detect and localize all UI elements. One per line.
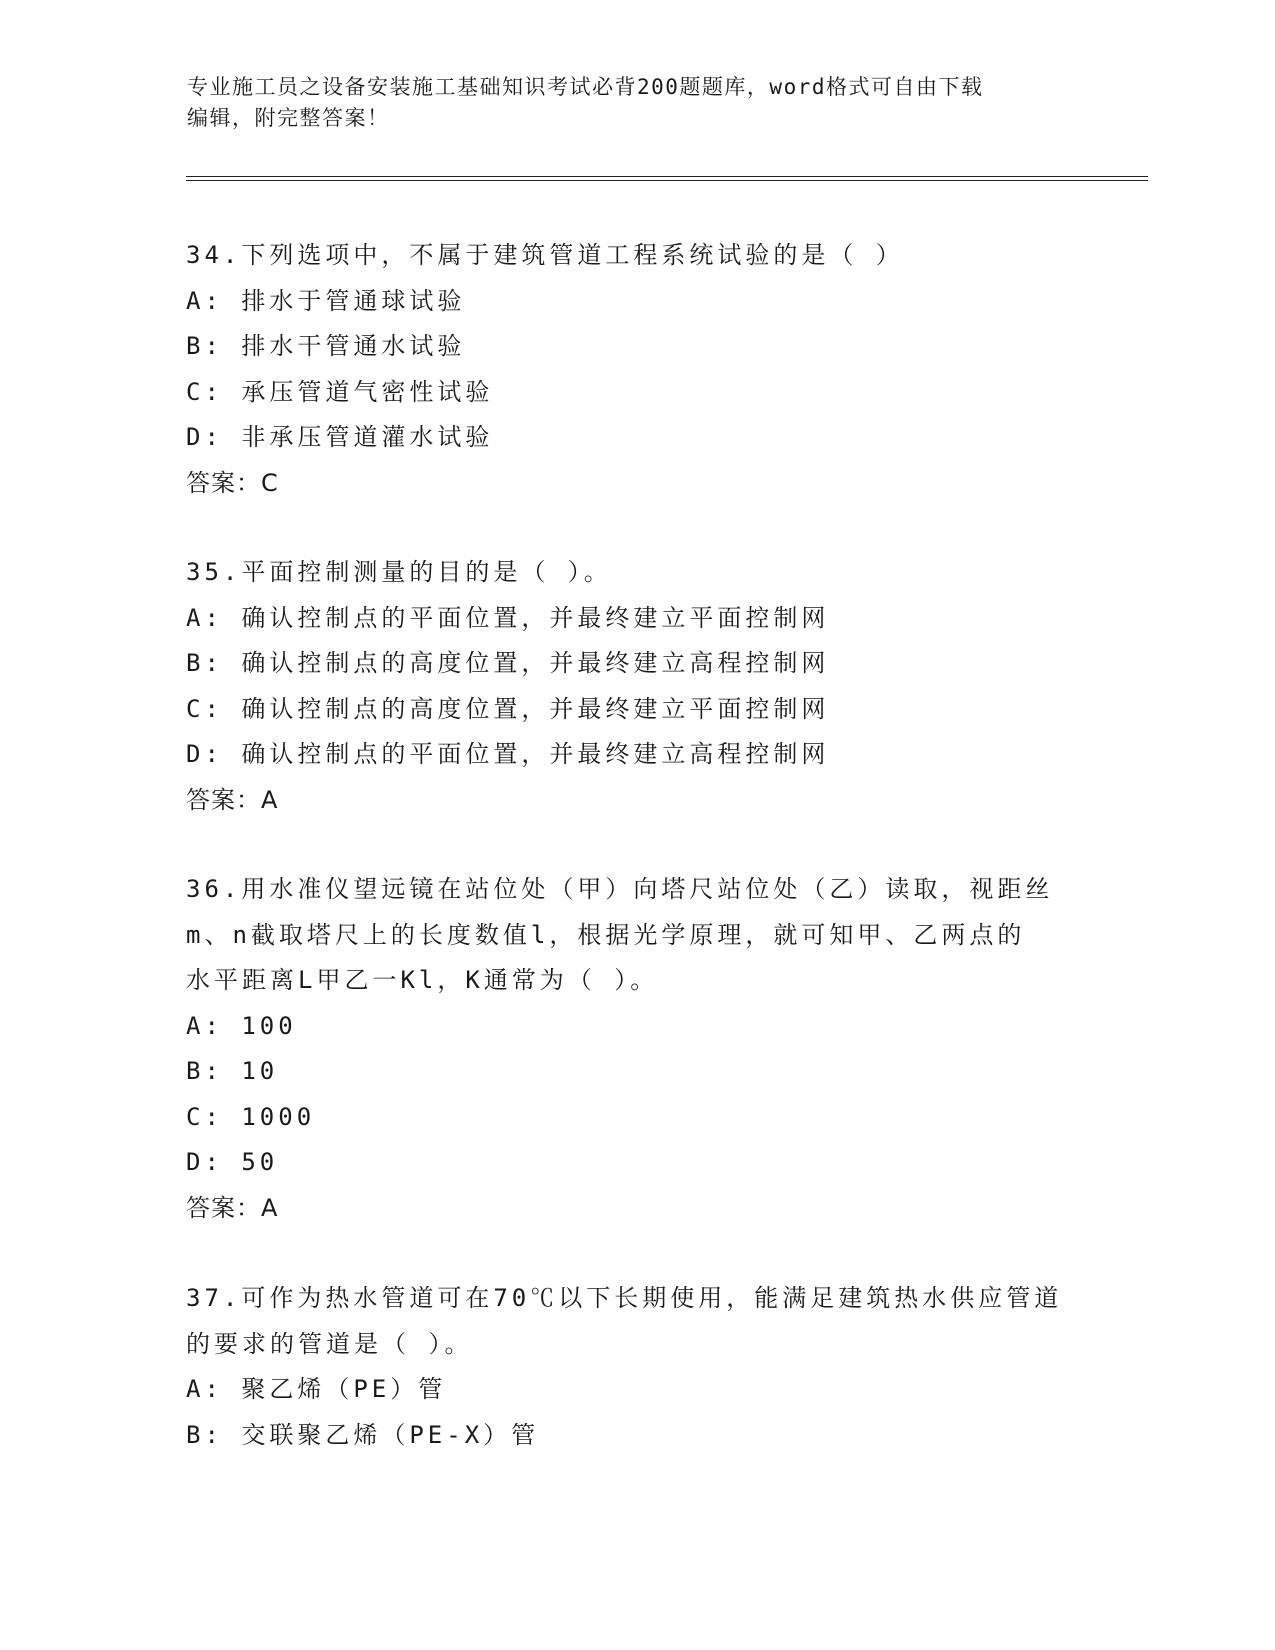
option-c: C: 确认控制点的高度位置，并最终建立平面控制网 xyxy=(186,694,830,723)
option-a: A: 排水于管通球试验 xyxy=(186,286,466,315)
option-c: C: 1000 xyxy=(186,1102,316,1131)
option-c: C: 承压管道气密性试验 xyxy=(186,377,494,406)
header-title-line-2: 编辑，附完整答案！ xyxy=(187,106,390,130)
question-35 xyxy=(186,550,1086,823)
question-stem: 34.下列选项中，不属于建筑管道工程系统试验的是（ ） xyxy=(186,241,904,269)
question-stem-line-1: 36.用水准仪望远镜在站位处（甲）向塔尺站位处（乙）读取，视距丝 xyxy=(186,875,1054,903)
question-stem: 35.平面控制测量的目的是（ ）。 xyxy=(186,558,612,586)
question-36 xyxy=(186,867,1086,1231)
answer-line: 答案：A xyxy=(186,1193,279,1222)
question-stem-line-1: 37.可作为热水管道可在70℃以下长期使用，能满足建筑热水供应管道 xyxy=(186,1284,1063,1312)
question-34 xyxy=(186,233,1086,506)
answer-line: 答案：C xyxy=(186,468,279,497)
option-d: D: 50 xyxy=(186,1148,279,1176)
answer-line: 答案：A xyxy=(186,785,279,814)
option-a: A: 聚乙烯（PE）管 xyxy=(186,1375,447,1403)
question-37 xyxy=(186,1276,1086,1458)
header-divider-bottom xyxy=(186,180,1148,181)
option-d: D: 确认控制点的平面位置，并最终建立高程控制网 xyxy=(186,740,830,768)
header-title-line-1: 专业施工员之设备安装施工基础知识考试必背200题题库，word格式可自由下载 xyxy=(187,75,984,99)
question-stem-line-2: m、n截取塔尺上的长度数值l，根据光学原理，就可知甲、乙两点的 xyxy=(186,920,1026,949)
question-stem-line-3: 水平距离L甲乙一Kl，K通常为（ ）。 xyxy=(186,966,659,994)
question-stem-line-2: 的要求的管道是（ ）。 xyxy=(186,1329,473,1358)
header-divider-top xyxy=(186,176,1148,177)
option-d: D: 非承压管道灌水试验 xyxy=(186,423,494,451)
option-a: A: 100 xyxy=(186,1011,297,1040)
option-b: B: 10 xyxy=(186,1057,279,1085)
option-a: A: 确认控制点的平面位置，并最终建立平面控制网 xyxy=(186,603,830,632)
option-b: B: 排水干管通水试验 xyxy=(186,332,466,360)
option-b: B: 交联聚乙烯（PE-X）管 xyxy=(186,1420,540,1449)
document-header xyxy=(187,72,1087,134)
option-b: B: 确认控制点的高度位置，并最终建立高程控制网 xyxy=(186,649,830,677)
